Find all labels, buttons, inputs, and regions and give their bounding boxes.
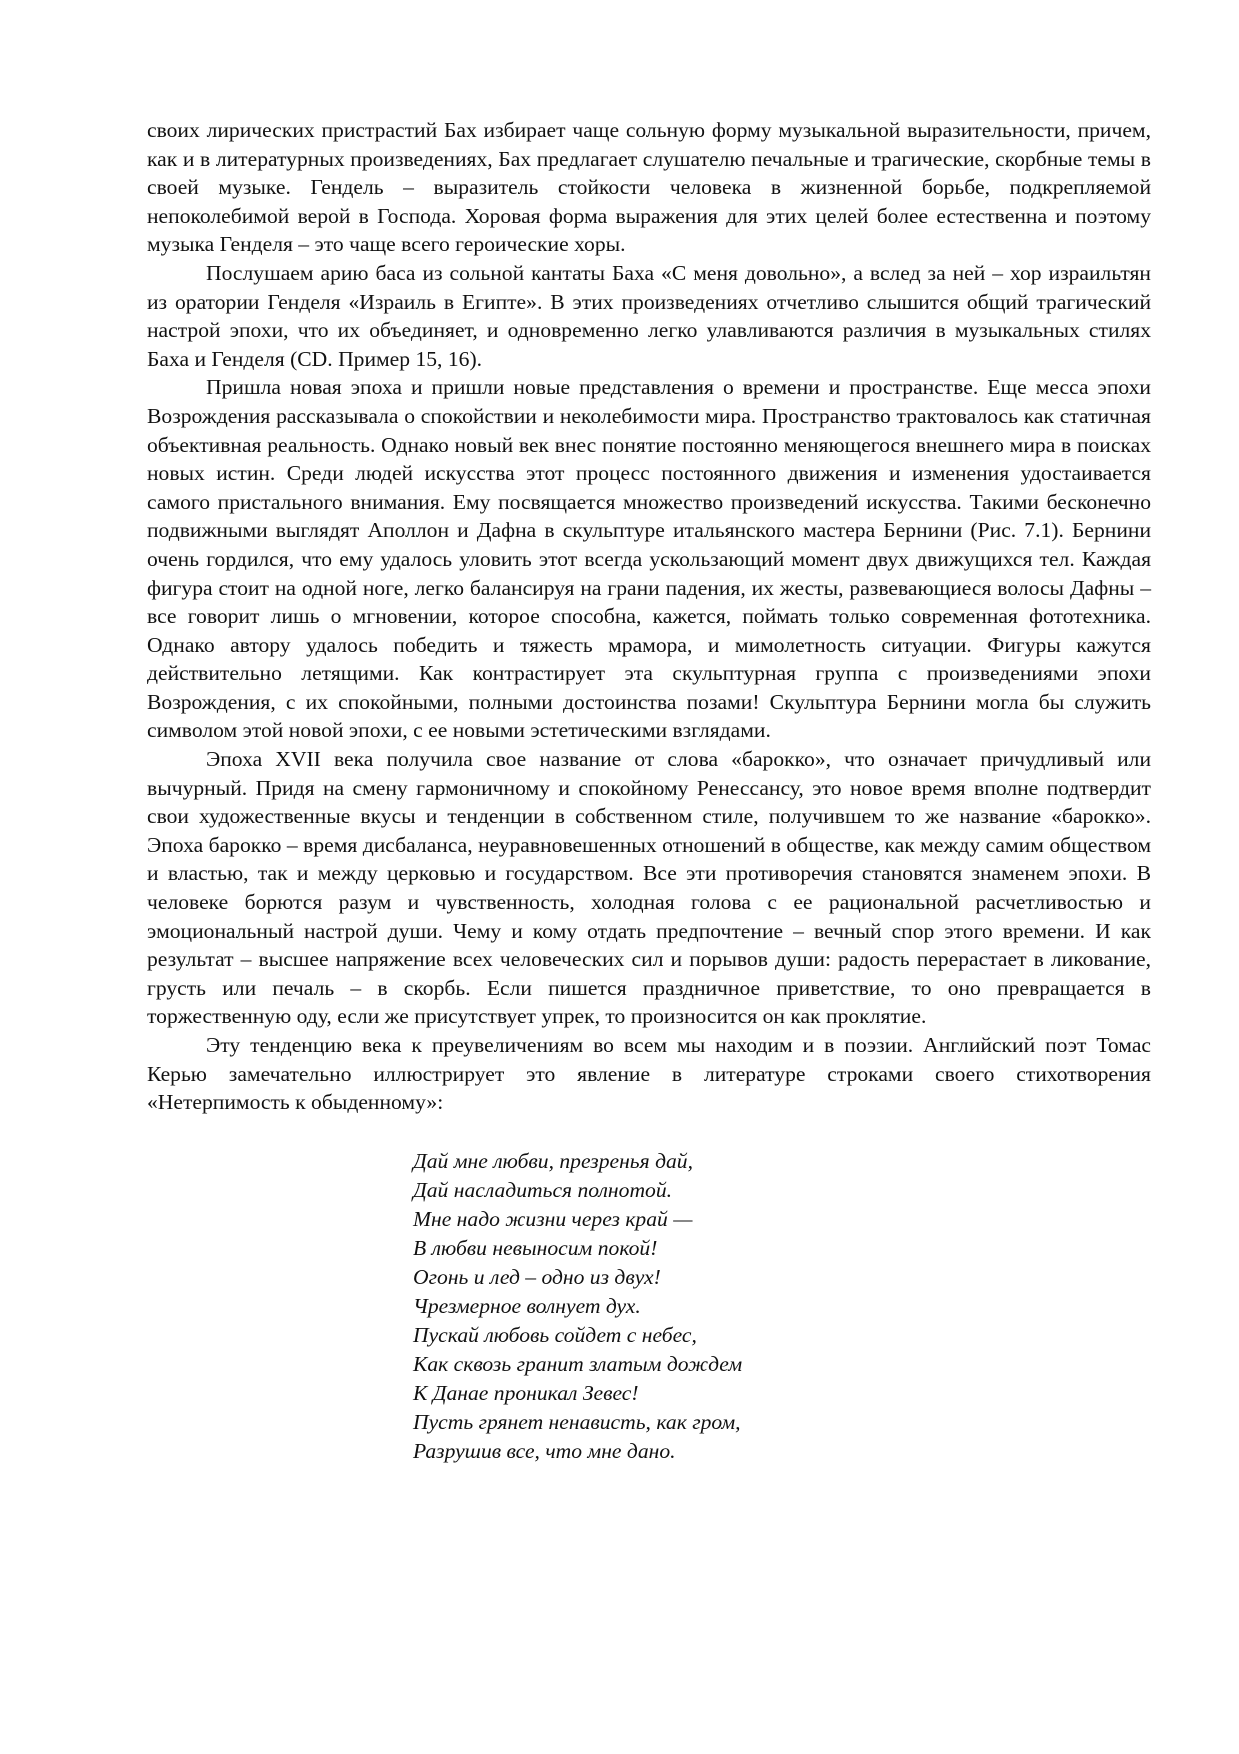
poem-line: Чрезмерное волнует дух. [413,1293,641,1318]
poem-line: К Данае проникал Зевес! [413,1380,639,1405]
poem-line: Огонь и лед – одно из двух! [413,1264,661,1289]
poem-line: Дай мне любви, презренья дай, [413,1148,693,1173]
paragraph-1: своих лирических пристрастий Бах избирает чаще сольную форму музыкальной выразительности, причем, как и в литературных произведениях, Бах предлагает слушателю печальные и трагические, скорбные темы в своей музыке. Гендель – выразитель стойкости человека в жизненной борьбе, подкрепляемой непоколебимой верой в Господа. Хоровая форма выражения для этих целей более естественна и поэтому музыка Генделя – это чаще всего героические хоры. [147,118,1151,257]
poem-line: В любви невыносим покой! [413,1235,658,1260]
paragraph-2: Послушаем арию баса из сольной кантаты Баха «С меня довольно», а вслед за ней – хор израильтян из оратории Генделя «Израиль в Египте». В этих произведениях отчетливо слышится общий трагический настрой эпохи, что их объединяет, и одновременно легко улавливаются различия в музыкальных стилях Баха и Генделя (CD. Пример 15, 16). [147,260,1151,371]
paragraph-3: Пришла новая эпоха и пришли новые представления о времени и пространстве. Еще месса эпохи Возрождения рассказывала о спокойствии и неколебимости мира. Пространство трактовалось как статичная объективная реальность. Однако новый век внес понятие постоянно меняющегося внешнего мира в поисках новых истин. Среди людей искусства этот процесс постоянного движения и изменения удостаивается самого пристального внимания. Ему посвящается множество произведений искусства. Такими бесконечно подвижными выглядят Аполлон и Дафна в скульптуре итальянского мастера Бернини (Рис. 7.1). Бернини очень гордился, что ему удалось уловить этот всегда ускользающий момент двух движущихся тел. Каждая фигура стоит на одной ноге, легко балансируя на грани падения, их жесты, развевающиеся волосы Дафны – все говорит лишь о мгновении, которое способна, кажется, поймать только современная фототехника. Однако автору удалось победить и тяжесть мрамора, и мимолетность ситуации. Фигуры кажутся действительно летящими. Как контрастирует эта скульптурная группа с произведениями эпохи Возрождения, с их спокойными, полными достоинства позами! Скульптура Бернини могла бы служить символом этой новой эпохи, с ее новыми эстетическими взглядами. [147,375,1151,743]
paragraph-4: Эпоха XVII века получила свое название от слова «барокко», что означает причудливый или вычурный. Придя на смену гармоничному и спокойному Ренессансу, это новое время вполне подтвердит свои художественные вкусы и тенденции в собственном стиле, получившем то же название «барокко». Эпоха барокко – время дисбаланса, неуравновешенных отношений в обществе, как между самим обществом и властью, так и между церковью и государством. Все эти противоречия становятся знаменем эпохи. В человеке борются разум и чувственность, холодная голова с ее рациональной расчетливостью и эмоциональный настрой души. Чему и кому отдать предпочтение – вечный спор этого времени. И как результат – высшее напряжение всех человеческих сил и порывов души: радость перерастает в ликование, грусть или печаль – в скорбь. Если пишется праздничное приветствие, то оно превращается в торжественную оду, если же присутствует упрек, то произносится он как проклятие. [147,747,1151,1029]
poem-line: Пускай любовь сойдет с небес, [413,1322,697,1347]
document-page [147,116,1151,1466]
poem-line: Как сквозь гранит златым дождем [413,1351,743,1376]
poem-line: Пусть грянет ненависть, как гром, [413,1409,741,1434]
poem-stanza [413,1147,1151,1466]
paragraph-5: Эту тенденцию века к преувеличениям во всем мы находим и в поэзии. Английский поэт Томас Керью замечательно иллюстрирует это явление в литературе строками своего стихотворения «Нетерпимость к обыденному»: [147,1033,1151,1115]
poem-line: Дай насладиться полнотой. [413,1177,673,1202]
poem-line: Разрушив все, что мне дано. [413,1438,676,1463]
poem-line: Мне надо жизни через край — [413,1206,693,1231]
